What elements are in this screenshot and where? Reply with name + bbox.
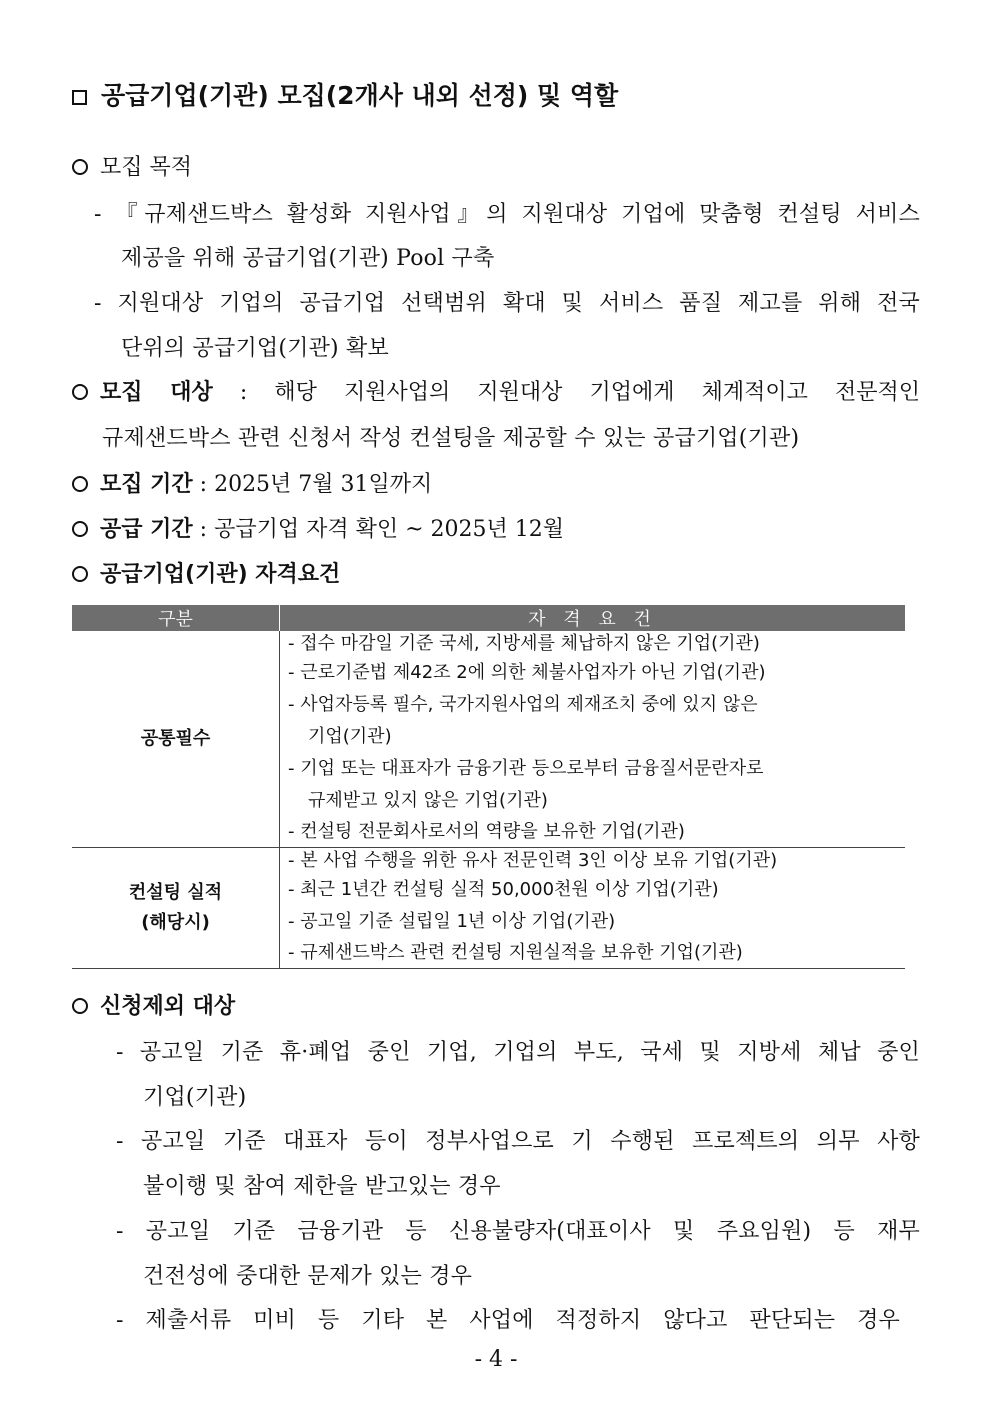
target-line-1: 모집 대상 : 해당 지원사업의 지원대상 기업에게 체계적이고 전문적인 [72, 375, 920, 406]
requirement-item: 규제받고 있지 않은 기업(기관) [308, 790, 548, 811]
section-heading: 공급기업(기관) 모집(2개사 내외 선정) 및 역할 [72, 76, 618, 112]
circle-bullet-icon [72, 476, 88, 492]
requirement-item: - 사업자등록 필수, 국가지원사업의 제재조치 중에 있지 않은 [288, 694, 758, 715]
purpose-title: 모집 목적 [72, 150, 192, 181]
supply-line: 공급 기간 : 공급기업 자격 확인 ~ 2025년 12월 [72, 512, 564, 543]
requirement-item: - 본 사업 수행을 위한 유사 전문인력 3인 이상 보유 기업(기관) [288, 850, 778, 871]
purpose-item-2-line-2: 단위의 공급기업(기관) 확보 [121, 336, 389, 361]
table-row [72, 631, 905, 848]
table-header [72, 605, 905, 631]
requirement-item: 기업(기관) [308, 726, 392, 747]
circle-bullet-icon [72, 159, 88, 175]
exclusion-item-1-line-2: 기업(기관) [143, 1085, 247, 1110]
row-category: 공통필수 [72, 631, 280, 848]
row-requirements [280, 631, 906, 848]
row-requirements [280, 848, 906, 969]
requirement-item: - 기업 또는 대표자가 금융기관 등으로부터 금융질서문란자로 [288, 758, 764, 779]
exclusion-item-2-line-1: - 공고일 기준 대표자 등이 정부사업으로 기 수행된 프로젝트의 의무 사항 [116, 1129, 920, 1154]
requirement-item: - 최근 1년간 컨설팅 실적 50,000천원 이상 기업(기관) [288, 879, 719, 900]
circle-bullet-icon [72, 384, 88, 400]
requirement-item: - 근로기준법 제42조 2에 의한 체불사업자가 아닌 기업(기관) [288, 662, 766, 683]
exclusion-item-2-line-2: 불이행 및 참여 제한을 받고있는 경우 [143, 1174, 501, 1199]
period-line: 모집 기간 : 2025년 7월 31일까지 [72, 467, 432, 498]
exclusion-item-3-line-2: 건전성에 중대한 문제가 있는 경우 [143, 1264, 473, 1289]
circle-bullet-icon [72, 521, 88, 537]
purpose-item-1-line-1: - 『규제샌드박스 활성화 지원사업』의 지원대상 기업에 맞춤형 컨설팅 서비스 [94, 202, 920, 227]
square-bullet-icon [72, 90, 87, 105]
circle-bullet-icon [72, 566, 88, 582]
page-number: - 4 - [474, 1347, 518, 1372]
purpose-item-2-line-1: - 지원대상 기업의 공급기업 선택범위 확대 및 서비스 품질 제고를 위해 전국 [94, 291, 920, 316]
exclusion-item-1-line-1: - 공고일 기준 휴·폐업 중인 기업, 기업의 부도, 국세 및 지방세 체납 중인 [116, 1040, 920, 1065]
qualification-table [72, 605, 905, 969]
requirement-item: - 접수 마감일 기준 국세, 지방세를 체납하지 않은 기업(기관) [288, 633, 760, 654]
requirement-item: - 규제샌드박스 관련 컨설팅 지원실적을 보유한 기업(기관) [288, 942, 743, 963]
qualification-title: 공급기업(기관) 자격요건 [72, 557, 340, 588]
exclusion-item-3-line-1: - 공고일 기준 금융기관 등 신용불량자(대표이사 및 주요임원) 등 재무 [116, 1219, 920, 1244]
table-row [72, 848, 905, 969]
header-requirements: 자 격 요 건 [280, 605, 906, 631]
requirement-item: - 공고일 기준 설립일 1년 이상 기업(기관) [288, 911, 616, 932]
exclusion-title: 신청제외 대상 [72, 989, 235, 1020]
header-category: 구분 [72, 605, 280, 631]
requirement-item: - 컨설팅 전문회사로서의 역량을 보유한 기업(기관) [288, 821, 685, 842]
purpose-item-1-line-2: 제공을 위해 공급기업(기관) Pool 구축 [121, 246, 495, 271]
row-category: 컨설팅 실적 (해당시) [72, 848, 280, 969]
circle-bullet-icon [72, 998, 88, 1014]
target-line-2: 규제샌드박스 관련 신청서 작성 컨설팅을 제공할 수 있는 공급기업(기관) [102, 426, 800, 451]
exclusion-item-4-line-1: - 제출서류 미비 등 기타 본 사업에 적정하지 않다고 판단되는 경우 [116, 1308, 900, 1333]
